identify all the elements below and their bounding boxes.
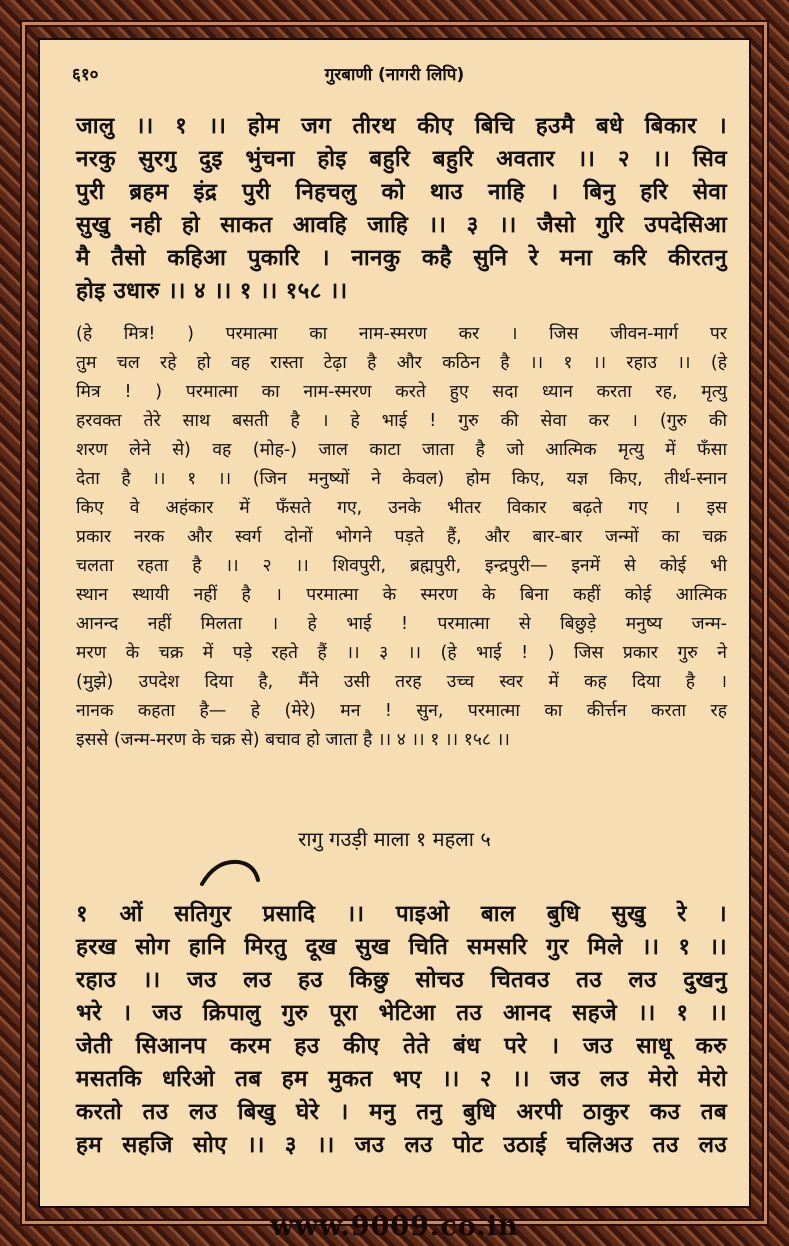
translation-line: (हे मित्र! ) परमात्मा का नाम-स्मरण कर । जिस जीवन-मार्ग पर — [76, 324, 727, 344]
translation-line: नानक कहता है— हे (मेरे) मन ! सुन, परमात्मा का कीर्त्तन करता रह — [76, 701, 727, 721]
shabad-line: होइ उधारु ।। ४ ।। १ ।। १५८ ।। — [76, 278, 348, 304]
translation-line: प्रकार नरक और स्वर्ग दोनों भोगने पड़ते हैं, और बार-बार जन्मों का चक्र — [76, 527, 727, 547]
shabad-line: करतो तउ लउ बिखु घेरे । मनु तनु बुधि अरपी ठाकुर कउ तब — [76, 1099, 727, 1125]
shabad-line: मै तैसो कहिआ पुकारि । नानकु कहै सुनि रे मना करि कीरतनु — [76, 245, 727, 271]
shabad-line: रहाउ ।। जउ लउ हउ किछु सोचउ चितवउ तउ लउ दुखनु — [76, 967, 727, 993]
translation-line: तुम चल रहे हो वह रास्ता टेढ़ा है और कठिन है ।। १ ।। रहाउ ।। (हे — [76, 353, 727, 373]
translation-line: मरण के चक्र में पड़े रहते हैं ।। ३ ।। (हे भाई ! ) जिस प्रकार गुरु ने — [76, 643, 727, 663]
shabad-line: जालु ।। १ ।। होम जग तीरथ कीए बिचि हउमै बधे बिकार । — [76, 113, 727, 139]
shabad-line: पुरी ब्रहम इंद्र पुरी निहचलु को थाउ नाहि । बिनु हरि सेवा — [76, 179, 727, 205]
shabad-line: भरे । जउ क्रिपालु गुरु पूरा भेटिआ तउ आनद सहजे ।। १ ।। — [76, 1000, 727, 1026]
translation-line: किए वे अहंकार में फँसते गए, उनके भीतर विकार बढ़ते गए । इस — [76, 498, 727, 518]
translation-line: देता है ।। १ ।। (जिन मनुष्यों ने केवल) होम किए, यज्ञ किए, तीर्थ-स्नान — [76, 469, 727, 489]
translation-line: स्थान स्थायी नहीं है । परमात्मा के स्मरण के बिना कहीं कोई आत्मिक — [76, 585, 727, 605]
shabad-2 — [76, 898, 727, 1162]
translation-line: शरण लेने से) वह (मोह-) जाल काटा जाता है जो आत्मिक मृत्यु में फँसा — [76, 440, 727, 460]
shabad-line: हम सहजि सोए ।। ३ ।। जउ लउ पोट उठाई चलिअउ तउ लउ — [76, 1132, 727, 1158]
translation-line: (मुझे) उपदेश दिया है, मैंने उसी तरह उच्च स्वर में कह दिया है । — [76, 672, 727, 692]
scripture-page — [38, 38, 751, 1208]
website-footer: www.9009.co.in — [270, 1211, 519, 1242]
translation-line: हरवक्त तेरे साथ बसती है । हे भाई ! गुरु की सेवा कर । (गुरु की — [76, 411, 727, 431]
shabad-line: नरकु सुरगु दुइ भुंचना होइ बहुरि बहुरि अवतार ।। २ ।। सिव — [76, 146, 727, 172]
translation-line: चलता रहता है ।। २ ।। शिवपुरी, ब्रह्मपुरी, इन्द्रपुरी— इनमें से कोई भी — [76, 556, 727, 576]
ik-onkar-arc-icon — [198, 858, 264, 886]
page-number: ६१० — [72, 65, 99, 85]
running-title: गुरबाणी (नागरी लिपि) — [324, 65, 465, 85]
translation-line: आनन्द नहीं मिलता । हे भाई ! परमात्मा से बिछुड़े मनुष्य जन्म- — [76, 614, 727, 634]
shabad-line: मसतकि धरिओ तब हम मुकत भए ।। २ ।। जउ लउ मेरो मेरो — [76, 1066, 727, 1092]
shabad-line: हरख सोग हानि मिरतु दूख सुख चिति समसरि गुर मिले ।। १ ।। — [76, 934, 727, 960]
raag-heading: रागु गउड़ी माला १ महला ५ — [298, 827, 491, 851]
shabad-1 — [76, 110, 727, 308]
shabad-line: सुखु नही हो साकत आवहि जाहि ।। ३ ।। जैसो गुरि उपदेसिआ — [76, 212, 727, 238]
shabad-line: १ ओं सतिगुर प्रसादि ।। पाइओ बाल बुधि सुखु रे । — [76, 901, 727, 927]
shabad-line: जेती सिआनप करम हउ कीए तेते बंध परे । जउ साधू करु — [76, 1033, 727, 1059]
page-header — [60, 62, 729, 86]
translation-1 — [76, 320, 727, 755]
translation-line: मित्र ! ) परमात्मा का नाम-स्मरण करते हुए सदा ध्यान करता रह, मृत्यु — [76, 382, 727, 402]
translation-line: इससे (जन्म-मरण के चक्र से) बचाव हो जाता है ।। ४ ।। १ ।। १५८ ।। — [76, 730, 510, 750]
